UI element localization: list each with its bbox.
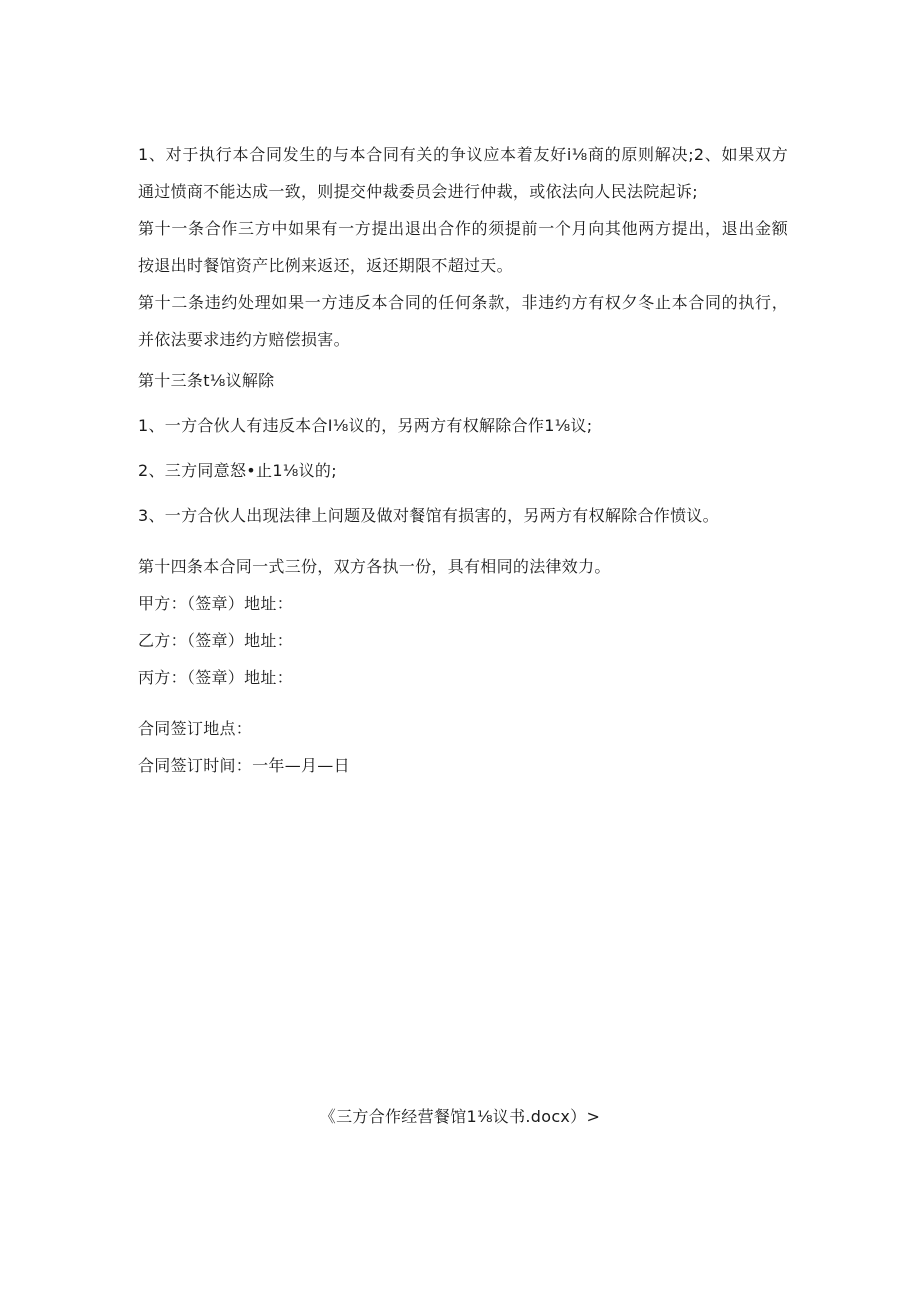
clause-13-item-2: 2、三方同意怒•止1⅛议的;: [138, 461, 337, 480]
signature-party-b: 乙方：（签章）地址：: [138, 631, 294, 650]
signature-party-a: 甲方：（签章）地址：: [138, 594, 294, 613]
document-footer: 《三方合作经营餐馆1⅛议书.docx）>: [319, 1107, 601, 1126]
signature-party-c: 丙方：（签章）地址：: [138, 668, 294, 687]
clause-11-withdrawal: 第十一条合作三方中如果有一方提出退出合作的须提前一个月向其他两方提出，退出金额按退出时餐馆资产比例来返还，返还期限不超过天。: [138, 219, 788, 275]
clause-14-copies: 第十四条本合同一式三份，双方各执一份，具有相同的法律效力。: [138, 557, 611, 576]
clause-13-heading: 第十三条t⅛议解除: [138, 371, 275, 390]
signing-date: 合同签订时间：一年—月—日: [138, 756, 350, 775]
clause-13-item-1: 1、一方合伙人有违反本合I⅛议的，另两方有权解除合作1⅛议;: [138, 416, 593, 435]
signing-place: 合同签订地点：: [138, 719, 253, 738]
clause-13-item-3: 3、一方合伙人出现法律上问题及做对餐馆有损害的，另两方有权解除合作愤议。: [138, 506, 719, 525]
clause-dispute-resolution: 1、对于执行本合同发生的与本合同有关的争议应本着友好i⅛商的原则解决;2、如果双方通过愤商不能达成一致，则提交仲裁委员会进行仲裁，或依法向人民法院起诉;: [138, 145, 788, 201]
document-body: [138, 136, 788, 784]
clause-12-breach: 第十二条违约处理如果一方违反本合同的任何条款，非违约方有权夕冬止本合同的执行，并依法要求违约方赔偿损害。: [138, 293, 788, 349]
